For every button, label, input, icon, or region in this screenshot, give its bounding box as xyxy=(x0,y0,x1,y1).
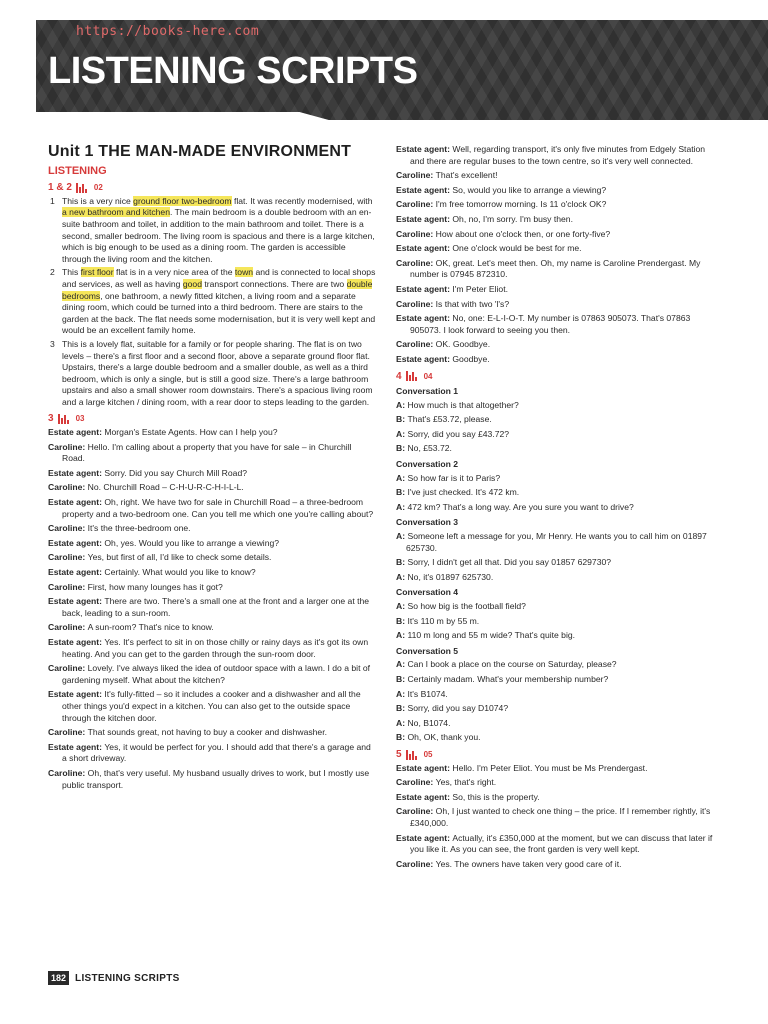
speaker-label: Caroline: xyxy=(48,663,88,674)
speaker-label: B: xyxy=(396,732,408,743)
dialogue-line xyxy=(396,400,718,412)
speaker-label: Estate agent: xyxy=(396,144,453,154)
dialogue-line xyxy=(396,414,718,426)
track-heading-5 xyxy=(396,749,718,761)
section-heading: LISTENING xyxy=(48,164,107,177)
dialogue-text: So, this is the property. xyxy=(452,791,540,802)
dialogue-text: It's B1074. xyxy=(407,688,448,699)
dialogue-line xyxy=(48,468,376,480)
track-number: 3 xyxy=(48,413,54,425)
dialogue-text: Yes, that's right. xyxy=(435,777,497,788)
speaker-label: Caroline: xyxy=(396,858,436,869)
dialogue-line xyxy=(48,622,376,634)
speaker-label: Estate agent: xyxy=(48,636,105,647)
dialogue-text: Yes, it would be perfect for you. I should add that there's a garage and a short driveway. xyxy=(62,741,371,764)
speaker-label: Estate agent: xyxy=(396,213,453,224)
dialogue-text: There are two. There's a small one at the front and a larger one at the back, leading to a sun-room. xyxy=(62,596,370,618)
item-text xyxy=(62,339,376,409)
highlighted-phrase: double bedrooms xyxy=(62,278,373,301)
dialogue-text: Certainly. What would you like to know? xyxy=(104,567,256,577)
speaker-label: Caroline: xyxy=(48,767,88,778)
dialogue-line xyxy=(48,727,376,739)
speaker-label: B: xyxy=(396,487,408,498)
speaker-label: B: xyxy=(396,703,408,714)
page-title: LISTENING SCRIPTS xyxy=(48,50,418,92)
dialogue-line xyxy=(48,567,376,579)
track-heading-3 xyxy=(48,413,376,425)
dialogue-text: Oh, I just wanted to check one thing – the price. If I remember rightly, it's £340,000. xyxy=(410,806,711,828)
item-number: 1 xyxy=(50,195,55,206)
conversation-heading: Conversation 3 xyxy=(396,517,459,528)
left-column xyxy=(48,140,376,794)
text-run: This is a very nice xyxy=(62,195,134,206)
dialogue-text: Someone left a message for you, Mr Henry. He wants you to call him on 01897 625730. xyxy=(406,531,707,553)
track-code: 02 xyxy=(93,183,103,193)
dialogue-text: Hello. I'm calling about a property that you have for sale – in Churchill Road. xyxy=(62,441,352,464)
dialogue-line xyxy=(48,582,376,594)
conversation-lines xyxy=(396,659,718,744)
dialogue-text: Lovely. I've always liked the idea of outdoor space with a lawn. I do a bit of gardening myself. What about the kitchen? xyxy=(62,663,371,685)
speaker-label: Estate agent: xyxy=(48,689,105,700)
speaker-label: Caroline: xyxy=(396,806,436,817)
dialogue-text: No. Churchill Road – C-H-U-R-C-H-I-L-L. xyxy=(87,482,244,493)
right-column xyxy=(396,144,718,873)
speaker-label: A: xyxy=(396,659,408,670)
dialogue-line xyxy=(396,313,718,336)
speaker-label: Estate agent: xyxy=(396,243,453,254)
dialogue-text: So, would you like to arrange a viewing? xyxy=(452,184,607,195)
speaker-label: Estate agent: xyxy=(48,741,105,752)
text-run: flat. It was recently modernised, with xyxy=(231,195,373,206)
speaker-label: A: xyxy=(396,399,408,410)
dialogue-line xyxy=(396,299,718,311)
dialogue-text: OK. Goodbye. xyxy=(435,339,491,350)
dialogue-line xyxy=(396,185,718,197)
dialogue-text: OK, great. Let's meet then. Oh, my name is Caroline Prendergast. My number is 07945 872310. xyxy=(410,257,701,280)
dialogue-line xyxy=(396,659,718,671)
speaker-label: Caroline: xyxy=(48,482,88,493)
numbered-descriptions xyxy=(48,196,376,409)
speaker-label: Estate agent: xyxy=(48,497,105,508)
dialogue-line xyxy=(396,258,718,281)
page-footer xyxy=(48,971,180,985)
highlighted-phrase: a new bathroom and kitchen xyxy=(62,207,170,218)
dialogue-line xyxy=(48,596,376,619)
dialogue-track-3 xyxy=(48,427,376,791)
speaker-label: Caroline: xyxy=(48,581,88,592)
dialogue-text: How about one o'clock then, or one forty-five? xyxy=(435,228,611,239)
dialogue-text: That's £53.72, please. xyxy=(407,414,492,425)
track-number: 5 xyxy=(396,748,402,760)
dialogue-line xyxy=(48,427,376,439)
dialogue-text: No, B1074. xyxy=(407,717,451,728)
dialogue-text: So how big is the football field? xyxy=(407,601,526,611)
dialogue-text: Oh, that's very useful. My husband usually drives to work, but I mostly use public transport. xyxy=(62,767,370,790)
dialogue-text: I'm free tomorrow morning. Is 11 o'clock OK? xyxy=(435,199,607,210)
speaker-label: A: xyxy=(396,717,408,728)
dialogue-line xyxy=(396,170,718,182)
speaker-label: Caroline: xyxy=(396,228,436,239)
dialogue-line xyxy=(396,557,718,569)
dialogue-line xyxy=(48,742,376,765)
dialogue-line xyxy=(396,732,718,744)
dialogue-line xyxy=(396,859,718,871)
dialogue-text: Yes, but first of all, I'd like to check some details. xyxy=(87,552,272,563)
speaker-label: Caroline: xyxy=(396,339,436,350)
dialogue-text: No, one: E-L-I-O-T. My number is 07863 905073. That's 07863 905073. I look forward to seeing you then. xyxy=(410,313,691,335)
conversations-track-4 xyxy=(396,386,718,744)
list-item xyxy=(48,339,376,409)
dialogue-text: How much is that altogether? xyxy=(407,399,519,410)
dialogue-line xyxy=(396,429,718,441)
dialogue-line xyxy=(396,144,718,167)
speaker-label: Estate agent: xyxy=(48,567,105,577)
dialogue-line xyxy=(48,689,376,724)
conversation-lines xyxy=(396,400,718,455)
speaker-label: Caroline: xyxy=(48,622,88,633)
footer-label: LISTENING SCRIPTS xyxy=(75,972,180,984)
dialogue-line xyxy=(48,768,376,791)
highlighted-phrase: good xyxy=(182,278,202,289)
dialogue-line xyxy=(48,482,376,494)
dialogue-text: Sorry, I didn't get all that. Did you say 01857 629730? xyxy=(407,557,612,568)
speaker-label: Caroline: xyxy=(396,170,436,181)
dialogue-text: It's the three-bedroom one. xyxy=(87,523,191,534)
dialogue-line xyxy=(48,497,376,520)
speaker-label: A: xyxy=(396,601,408,611)
dialogue-text: It's fully-fitted – so it includes a cooker and a dishwasher and all the other things you'd expect in a kitchen. You can also get to the outside space through the kitchen door. xyxy=(62,689,361,723)
dialogue-text: That's excellent! xyxy=(435,170,498,181)
audio-track-icon xyxy=(58,414,72,424)
speaker-label: Estate agent: xyxy=(396,762,453,773)
speaker-label: Estate agent: xyxy=(396,791,453,802)
dialogue-line xyxy=(396,763,718,775)
dialogue-line xyxy=(396,703,718,715)
speaker-label: A: xyxy=(396,531,408,542)
speaker-label: Estate agent: xyxy=(48,467,105,478)
dialogue-line xyxy=(48,663,376,686)
conversation-heading: Conversation 1 xyxy=(396,386,459,397)
text-run: . The main bedroom is a double bedroom with an en-suite bathroom and toilet, in addition to the main bathroom and toilet. There is a second, smaller bedroom. The living room is spacious and there is a large kitchen, which is big enough to be used as a dining room. The garden is accessible through the living room and the kitchen. xyxy=(62,207,375,264)
item-text xyxy=(62,196,376,266)
highlighted-phrase: town xyxy=(234,267,254,278)
text-run: This is a lovely flat, suitable for a family or for people sharing. The flat is on two levels – there's a first floor and a second floor, above a separate ground floor flat. Upstairs, there's a large double bedroom and a smaller double, as well as a third bedroom, which is only a single, but is still a good size. There's a large bathroom upstairs and also a small shower room downstairs. There's a spacious living room and a large kitchen / dining room, with a rear door to steps leading to the garden. xyxy=(62,338,373,407)
speaker-label: Estate agent: xyxy=(396,353,453,364)
dialogue-text: No, it's 01897 625730. xyxy=(407,571,494,582)
unit-title: Unit 1 THE MAN-MADE ENVIRONMENT xyxy=(48,143,352,160)
highlighted-phrase: ground floor two-bedroom xyxy=(133,195,232,206)
speaker-label: B: xyxy=(396,615,408,626)
speaker-label: B: xyxy=(396,443,408,454)
dialogue-line xyxy=(396,792,718,804)
speaker-label: Caroline: xyxy=(396,298,436,309)
text-run: transport connections. There are two xyxy=(201,278,347,289)
text-run: , one bathroom, a newly fitted kitchen, a living room and a separate dining room, which could be turned into a third bedroom. There are stairs to the garden at the back. The flat needs some modernisation, but it is very well kept and would be an excellent family home. xyxy=(62,290,376,336)
speaker-label: Caroline: xyxy=(48,727,88,738)
conversation-lines xyxy=(396,601,718,642)
conversation-heading: Conversation 2 xyxy=(396,459,459,470)
speaker-label: Caroline: xyxy=(396,199,436,210)
watermark-url: https://books-here.com xyxy=(76,24,260,39)
dialogue-line xyxy=(396,443,718,455)
dialogue-line xyxy=(396,354,718,366)
dialogue-line xyxy=(396,214,718,226)
conversation-lines xyxy=(396,531,718,583)
speaker-label: Caroline: xyxy=(48,523,88,534)
dialogue-text: Can I book a place on the course on Saturday, please? xyxy=(407,659,617,670)
speaker-label: Estate agent: xyxy=(48,427,105,438)
speaker-label: A: xyxy=(396,428,408,439)
dialogue-text: A sun-room? That's nice to know. xyxy=(87,622,214,633)
dialogue-line xyxy=(396,674,718,686)
item-text xyxy=(62,267,376,337)
track-heading-4 xyxy=(396,371,718,383)
dialogue-line xyxy=(48,637,376,660)
audio-track-icon xyxy=(406,371,420,381)
speaker-label: Caroline: xyxy=(396,257,436,268)
dialogue-line xyxy=(396,473,718,485)
item-number: 3 xyxy=(50,338,55,349)
dialogue-line xyxy=(396,243,718,255)
conversation-heading: Conversation 4 xyxy=(396,587,459,598)
dialogue-text: Oh, OK, thank you. xyxy=(407,732,481,743)
dialogue-line xyxy=(396,487,718,499)
dialogue-text: Sorry, did you say D1074? xyxy=(407,703,509,714)
page-number: 182 xyxy=(48,971,69,985)
speaker-label: Estate agent: xyxy=(396,313,453,324)
dialogue-line xyxy=(396,601,718,613)
dialogue-line xyxy=(396,502,718,514)
speaker-label: B: xyxy=(396,557,408,568)
dialogue-line xyxy=(396,806,718,829)
track-heading-1-2 xyxy=(48,182,376,194)
dialogue-text: Oh, no, I'm sorry. I'm busy then. xyxy=(452,213,573,224)
dialogue-line xyxy=(396,229,718,241)
dialogue-text: Well, regarding transport, it's only five minutes from Edgely Station and there are regular buses to the town centre, so it's very well connected. xyxy=(410,144,706,166)
speaker-label: Estate agent: xyxy=(48,596,105,607)
dialogue-text: First, how many lounges has it got? xyxy=(87,581,223,592)
audio-track-icon xyxy=(76,183,90,193)
speaker-label: A: xyxy=(396,571,408,582)
dialogue-text: Oh, yes. Would you like to arrange a viewing? xyxy=(104,537,280,548)
text-run: and is connected to local shops and services, as well as having xyxy=(62,267,376,289)
text-run: This xyxy=(62,267,81,278)
dialogue-text: It's 110 m by 55 m. xyxy=(407,615,480,626)
conversation-lines xyxy=(396,473,718,514)
item-number: 2 xyxy=(50,267,55,278)
dialogue-text: Goodbye. xyxy=(452,353,490,364)
speaker-label: Estate agent: xyxy=(396,283,453,294)
dialogue-text: 472 km? That's a long way. Are you sure you want to drive? xyxy=(407,501,634,512)
speaker-label: Caroline: xyxy=(396,777,436,788)
track-number: 4 xyxy=(396,370,402,382)
dialogue-line xyxy=(396,572,718,584)
speaker-label: B: xyxy=(396,673,408,684)
dialogue-text: Certainly madam. What's your membership number? xyxy=(407,673,609,684)
dialogue-track-5 xyxy=(396,763,718,871)
audio-track-icon xyxy=(406,750,420,760)
dialogue-text: That sounds great, not having to buy a cooker and dishwasher. xyxy=(87,727,327,738)
dialogue-text: Actually, it's £350,000 at the moment, but we can discuss that later if you like it. As you can see, the front garden is very well kept. xyxy=(410,832,713,855)
dialogue-text: 110 m long and 55 m wide? That's quite big. xyxy=(407,630,576,641)
list-item xyxy=(48,267,376,337)
track-number: 1 & 2 xyxy=(48,182,72,194)
list-item xyxy=(48,196,376,266)
dialogue-text: Sorry, did you say £43.72? xyxy=(407,428,510,439)
track-code: 05 xyxy=(423,749,433,759)
dialogue-text: Sorry. Did you say Church Mill Road? xyxy=(104,467,248,478)
dialogue-text: Is that with two 'l's? xyxy=(435,298,510,309)
dialogue-line xyxy=(396,199,718,211)
dialogue-text: Oh, right. We have two for sale in Churchill Road – a three-bedroom property and a two-bedroom one. Can you tell me which one you're calling about? xyxy=(62,497,374,519)
dialogue-line xyxy=(396,833,718,856)
speaker-label: Estate agent: xyxy=(396,832,453,843)
dialogue-line xyxy=(396,284,718,296)
speaker-label: Estate agent: xyxy=(396,184,453,195)
speaker-label: Caroline: xyxy=(48,441,88,452)
dialogue-line xyxy=(396,616,718,628)
highlighted-phrase: first floor xyxy=(80,267,114,278)
dialogue-line xyxy=(396,689,718,701)
speaker-label: Estate agent: xyxy=(48,537,105,548)
track-code: 04 xyxy=(423,371,433,381)
dialogue-line xyxy=(48,523,376,535)
speaker-label: A: xyxy=(396,501,408,512)
dialogue-line xyxy=(396,339,718,351)
dialogue-line xyxy=(396,777,718,789)
speaker-label: Caroline: xyxy=(48,552,88,563)
speaker-label: B: xyxy=(396,414,408,425)
speaker-label: A: xyxy=(396,688,408,699)
dialogue-text: Morgan's Estate Agents. How can I help you? xyxy=(104,427,278,438)
dialogue-line xyxy=(396,718,718,730)
dialogue-line xyxy=(396,630,718,642)
dialogue-text: I've just checked. It's 472 km. xyxy=(407,487,520,498)
dialogue-text: I'm Peter Eliot. xyxy=(452,283,508,294)
dialogue-track-3-continued xyxy=(396,144,718,366)
conversation-heading: Conversation 5 xyxy=(396,645,459,656)
dialogue-text: Hello. I'm Peter Eliot. You must be Ms Prendergast. xyxy=(452,762,648,773)
track-code: 03 xyxy=(75,414,85,424)
dialogue-line xyxy=(48,552,376,564)
dialogue-text: So how far is it to Paris? xyxy=(407,472,501,483)
text-run: flat is in a very nice area of the xyxy=(113,267,235,278)
dialogue-line xyxy=(48,442,376,465)
dialogue-line xyxy=(396,531,718,554)
dialogue-text: Yes. The owners have taken very good care of it. xyxy=(435,858,622,869)
dialogue-text: One o'clock would be best for me. xyxy=(452,243,582,254)
dialogue-line xyxy=(48,538,376,550)
dialogue-text: Yes. It's perfect to sit in on those chilly or rainy days as it's got its own heating. And you can get to the garden through the sun-room door. xyxy=(62,636,369,659)
speaker-label: A: xyxy=(396,630,408,641)
dialogue-text: No, £53.72. xyxy=(407,443,452,454)
speaker-label: A: xyxy=(396,472,408,483)
